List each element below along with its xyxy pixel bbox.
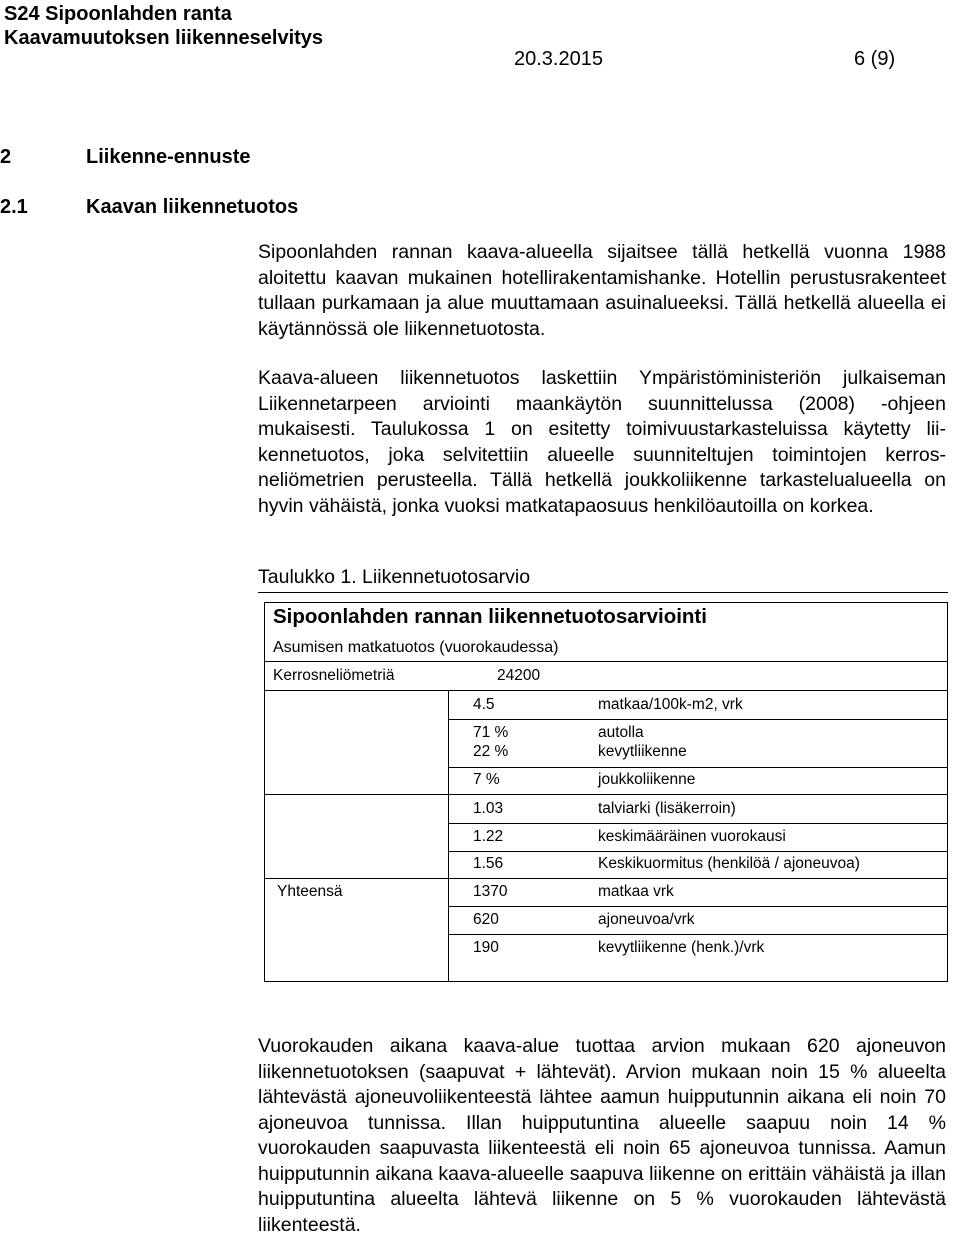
row-description: matkaa/100k-m2, vrk — [598, 696, 743, 713]
row-description: matkaa vrk — [598, 883, 674, 900]
document-date: 20.3.2015 — [514, 48, 603, 70]
table-row-divider — [449, 767, 947, 768]
row-description: kevytliikenne — [598, 743, 687, 760]
row-description: autolla — [598, 724, 644, 741]
table-row-divider — [449, 823, 947, 824]
row-description: talviarki (lisäkerroin) — [598, 800, 736, 817]
row-value: 22 % — [473, 743, 509, 760]
row-value: 190 — [473, 939, 499, 956]
table-row-divider — [265, 878, 947, 879]
section-number: 2 — [0, 146, 12, 168]
table-title: Sipoonlahden rannan liikennetuotosarviointi — [273, 605, 707, 628]
caption-divider — [258, 592, 948, 593]
table-row-divider — [265, 794, 947, 795]
row-description: kevytliikenne (henk.)/vrk — [598, 939, 765, 956]
table-row-divider — [449, 851, 947, 852]
area-label: Kerrosneliömetriä — [273, 667, 395, 684]
paragraph-intro: Sipoonlahden rannan kaava-alueella sijaitsee tällä hetkellä vuonna 1988 aloitettu kaavan mukainen hotellirakentamishanke. Hotellin perustusrakenteet tullaan purkamaan ja alue muuttamaan asuinalueeksi. Tällä hetkellä alueella ei käytännössä ole liikennetuotosta. — [258, 241, 946, 340]
row-description: keskimääräinen vuorokausi — [598, 828, 786, 845]
row-value: 7 % — [473, 771, 500, 788]
row-description: joukkoliikenne — [598, 771, 696, 788]
project-title: S24 Sipoonlahden ranta — [4, 3, 232, 25]
row-value: 1.56 — [473, 855, 504, 872]
table-column-divider — [448, 691, 449, 982]
row-value: 4.5 — [473, 696, 495, 713]
row-value: 1.03 — [473, 800, 504, 817]
paragraph-summary: Vuorokauden aikana kaava-alue tuottaa arvion mukaan 620 ajoneuvon liikennetuotoksen (saapuvat + lähtevät). Arvion mukaan noin 15 % alueelta lähtevästä ajoneuvoliikenteestä lähtee aamun huipputunnin aikana eli noin 70 ajoneuvoa tunnissa. Illan huipputuntina alueelle saapuu noin 14 % vuorokauden saapuvasta liikenteestä eli noin 65 ajoneuvoa tunnissa. Aamun huipputunnin aikana kaava-alueelle saapuva liikenne on erittäin vähäistä ja illan huipputuntina alueelta lähtevä liikenne on 5 % vuorokauden lähtevästä liikenteestä. — [258, 1035, 946, 1236]
subsection-number: 2.1 — [0, 196, 28, 218]
table-divider — [265, 690, 947, 691]
section-title: Liikenne-ennuste — [86, 146, 251, 168]
row-value: 1.22 — [473, 828, 504, 845]
document-header — [4, 2, 323, 50]
row-value: 1370 — [473, 883, 508, 900]
row-value: 71 % — [473, 724, 509, 741]
subsection-title: Kaavan liikennetuotos — [86, 196, 299, 218]
table-subtitle: Asumisen matkatuotos (vuorokaudessa) — [273, 639, 559, 656]
paragraph-method: Kaava-alueen liikennetuotos laskettiin Ympäristöministeriön julkaiseman Liikennetarpeen arviointi maankäytön suunnittelussa (2008) -ohjeen mukaisesti. Taulukossa 1 on esitetty toimivuustarkasteluissa käytetty liikennetuotos, joka selvitettiin alueelle suunniteltujen toimintojen kerrosneliömetrien perusteella. Tällä hetkellä joukkoliikenne tarkastelualueella on hyvin vähäistä, jonka vuoksi matkatapaosuus henkilöautoilla on korkea. — [258, 367, 946, 517]
table-row-divider — [449, 906, 947, 907]
row-description: ajoneuvoa/vrk — [598, 911, 695, 928]
table-caption: Taulukko 1. Liikennetuotosarvio — [258, 566, 531, 588]
table-row-divider — [449, 719, 947, 720]
trip-generation-table — [264, 602, 948, 982]
row-label: Yhteensä — [277, 883, 343, 900]
row-description: Keskikuormitus (henkilöä / ajoneuvoa) — [598, 855, 860, 872]
table-row-divider — [449, 934, 947, 935]
page-number: 6 (9) — [854, 48, 896, 70]
row-value: 620 — [473, 911, 499, 928]
report-title: Kaavamuutoksen liikenneselvitys — [4, 27, 324, 49]
table-divider — [265, 661, 947, 662]
area-value: 24200 — [497, 667, 541, 684]
